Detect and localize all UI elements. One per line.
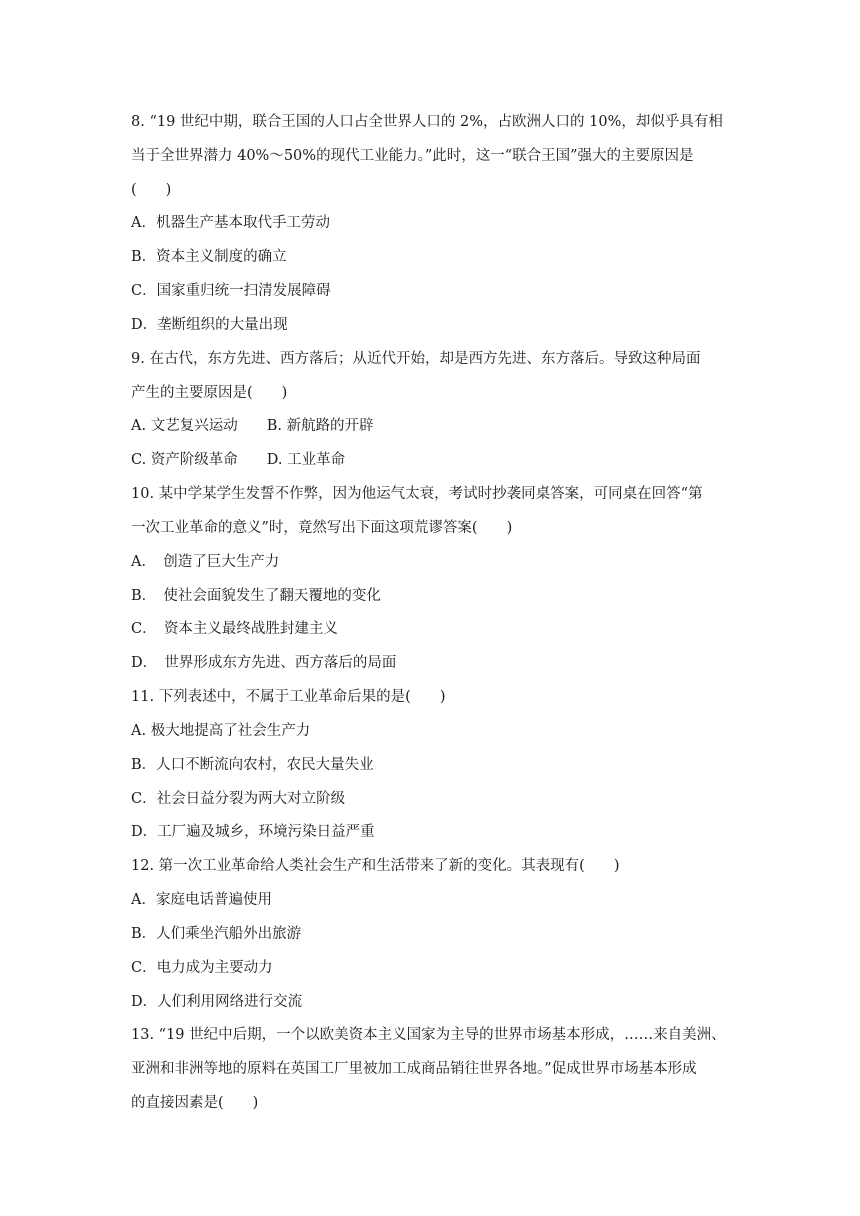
question-8-option-b: B．资本主义制度的确立 bbox=[131, 249, 287, 265]
question-12-option-d: D．人们利用网络进行交流 bbox=[131, 994, 303, 1010]
question-11-option-d: D．工厂遍及城乡，环境污染日益严重 bbox=[131, 824, 375, 840]
question-10-option-d: D． 世界形成东方先进、西方落后的局面 bbox=[131, 655, 397, 671]
question-8-stem-line-1: 8. “19 世纪中期，联合王国的人口占全世界人口的 2%，占欧洲人口的 10%，却似乎具有相 bbox=[131, 114, 723, 130]
question-10-stem-line-2: 一次工业革命的意义”时，竟然写出下面这项荒谬答案( ) bbox=[131, 520, 513, 536]
question-9-stem-line-1: 9. 在古代，东方先进、西方落后；从近代开始，却是西方先进、东方落后。导致这种局面 bbox=[131, 351, 701, 367]
question-8-option-c: C．国家重归统一扫清发展障碍 bbox=[131, 283, 331, 299]
question-9-options-row-2: C. 资产阶级革命 D. 工业革命 bbox=[131, 452, 346, 468]
question-9-stem-line-2: 产生的主要原因是( ) bbox=[131, 385, 288, 401]
question-13-stem-line-1: 13. “19 世纪中后期，一个以欧美资本主义国家为主导的世界市场基本形成，……来自美洲、 bbox=[131, 1027, 726, 1043]
question-10-option-b: B． 使社会面貌发生了翻天覆地的变化 bbox=[131, 588, 381, 604]
question-9-options-row-1: A. 文艺复兴运动 B. 新航路的开辟 bbox=[131, 418, 374, 434]
question-8-option-a: A．机器生产基本取代手工劳动 bbox=[131, 215, 330, 231]
question-11-option-c: C．社会日益分裂为两大对立阶级 bbox=[131, 791, 346, 807]
question-10-stem-line-1: 10. 某中学某学生发誓不作弊，因为他运气太衰，考试时抄袭同桌答案，可同桌在回答“第 bbox=[131, 486, 703, 502]
question-12-option-c: C．电力成为主要动力 bbox=[131, 960, 273, 976]
question-12-option-b: B．人们乘坐汽船外出旅游 bbox=[131, 926, 302, 942]
question-8-option-d: D．垄断组织的大量出现 bbox=[131, 317, 288, 333]
question-11-stem-line-1: 11. 下列表述中，不属于工业革命后果的是( ) bbox=[131, 689, 446, 705]
question-10-option-c: C． 资本主义最终战胜封建主义 bbox=[131, 621, 338, 637]
question-11-option-b: B．人口不断流向农村，农民大量失业 bbox=[131, 757, 374, 773]
question-8-stem-line-3: ( ) bbox=[131, 182, 172, 198]
question-13-stem-line-2: 亚洲和非洲等地的原料在英国工厂里被加工成商品销往世界各地。”促成世界市场基本形成 bbox=[131, 1061, 697, 1077]
question-10-option-a: A． 创造了巨大生产力 bbox=[131, 554, 280, 570]
question-13-stem-line-3: 的直接因素是( ) bbox=[131, 1095, 259, 1111]
question-8-stem-line-2: 当于全世界潜力 40%～50%的现代工业能力。”此时，这一“联合王国”强大的主要原因是 bbox=[131, 148, 694, 164]
question-12-option-a: A．家庭电话普遍使用 bbox=[131, 892, 272, 908]
question-11-option-a: A. 极大地提高了社会生产力 bbox=[131, 723, 311, 739]
question-12-stem-line-1: 12. 第一次工业革命给人类社会生产和生活带来了新的变化。其表现有( ) bbox=[131, 858, 620, 874]
